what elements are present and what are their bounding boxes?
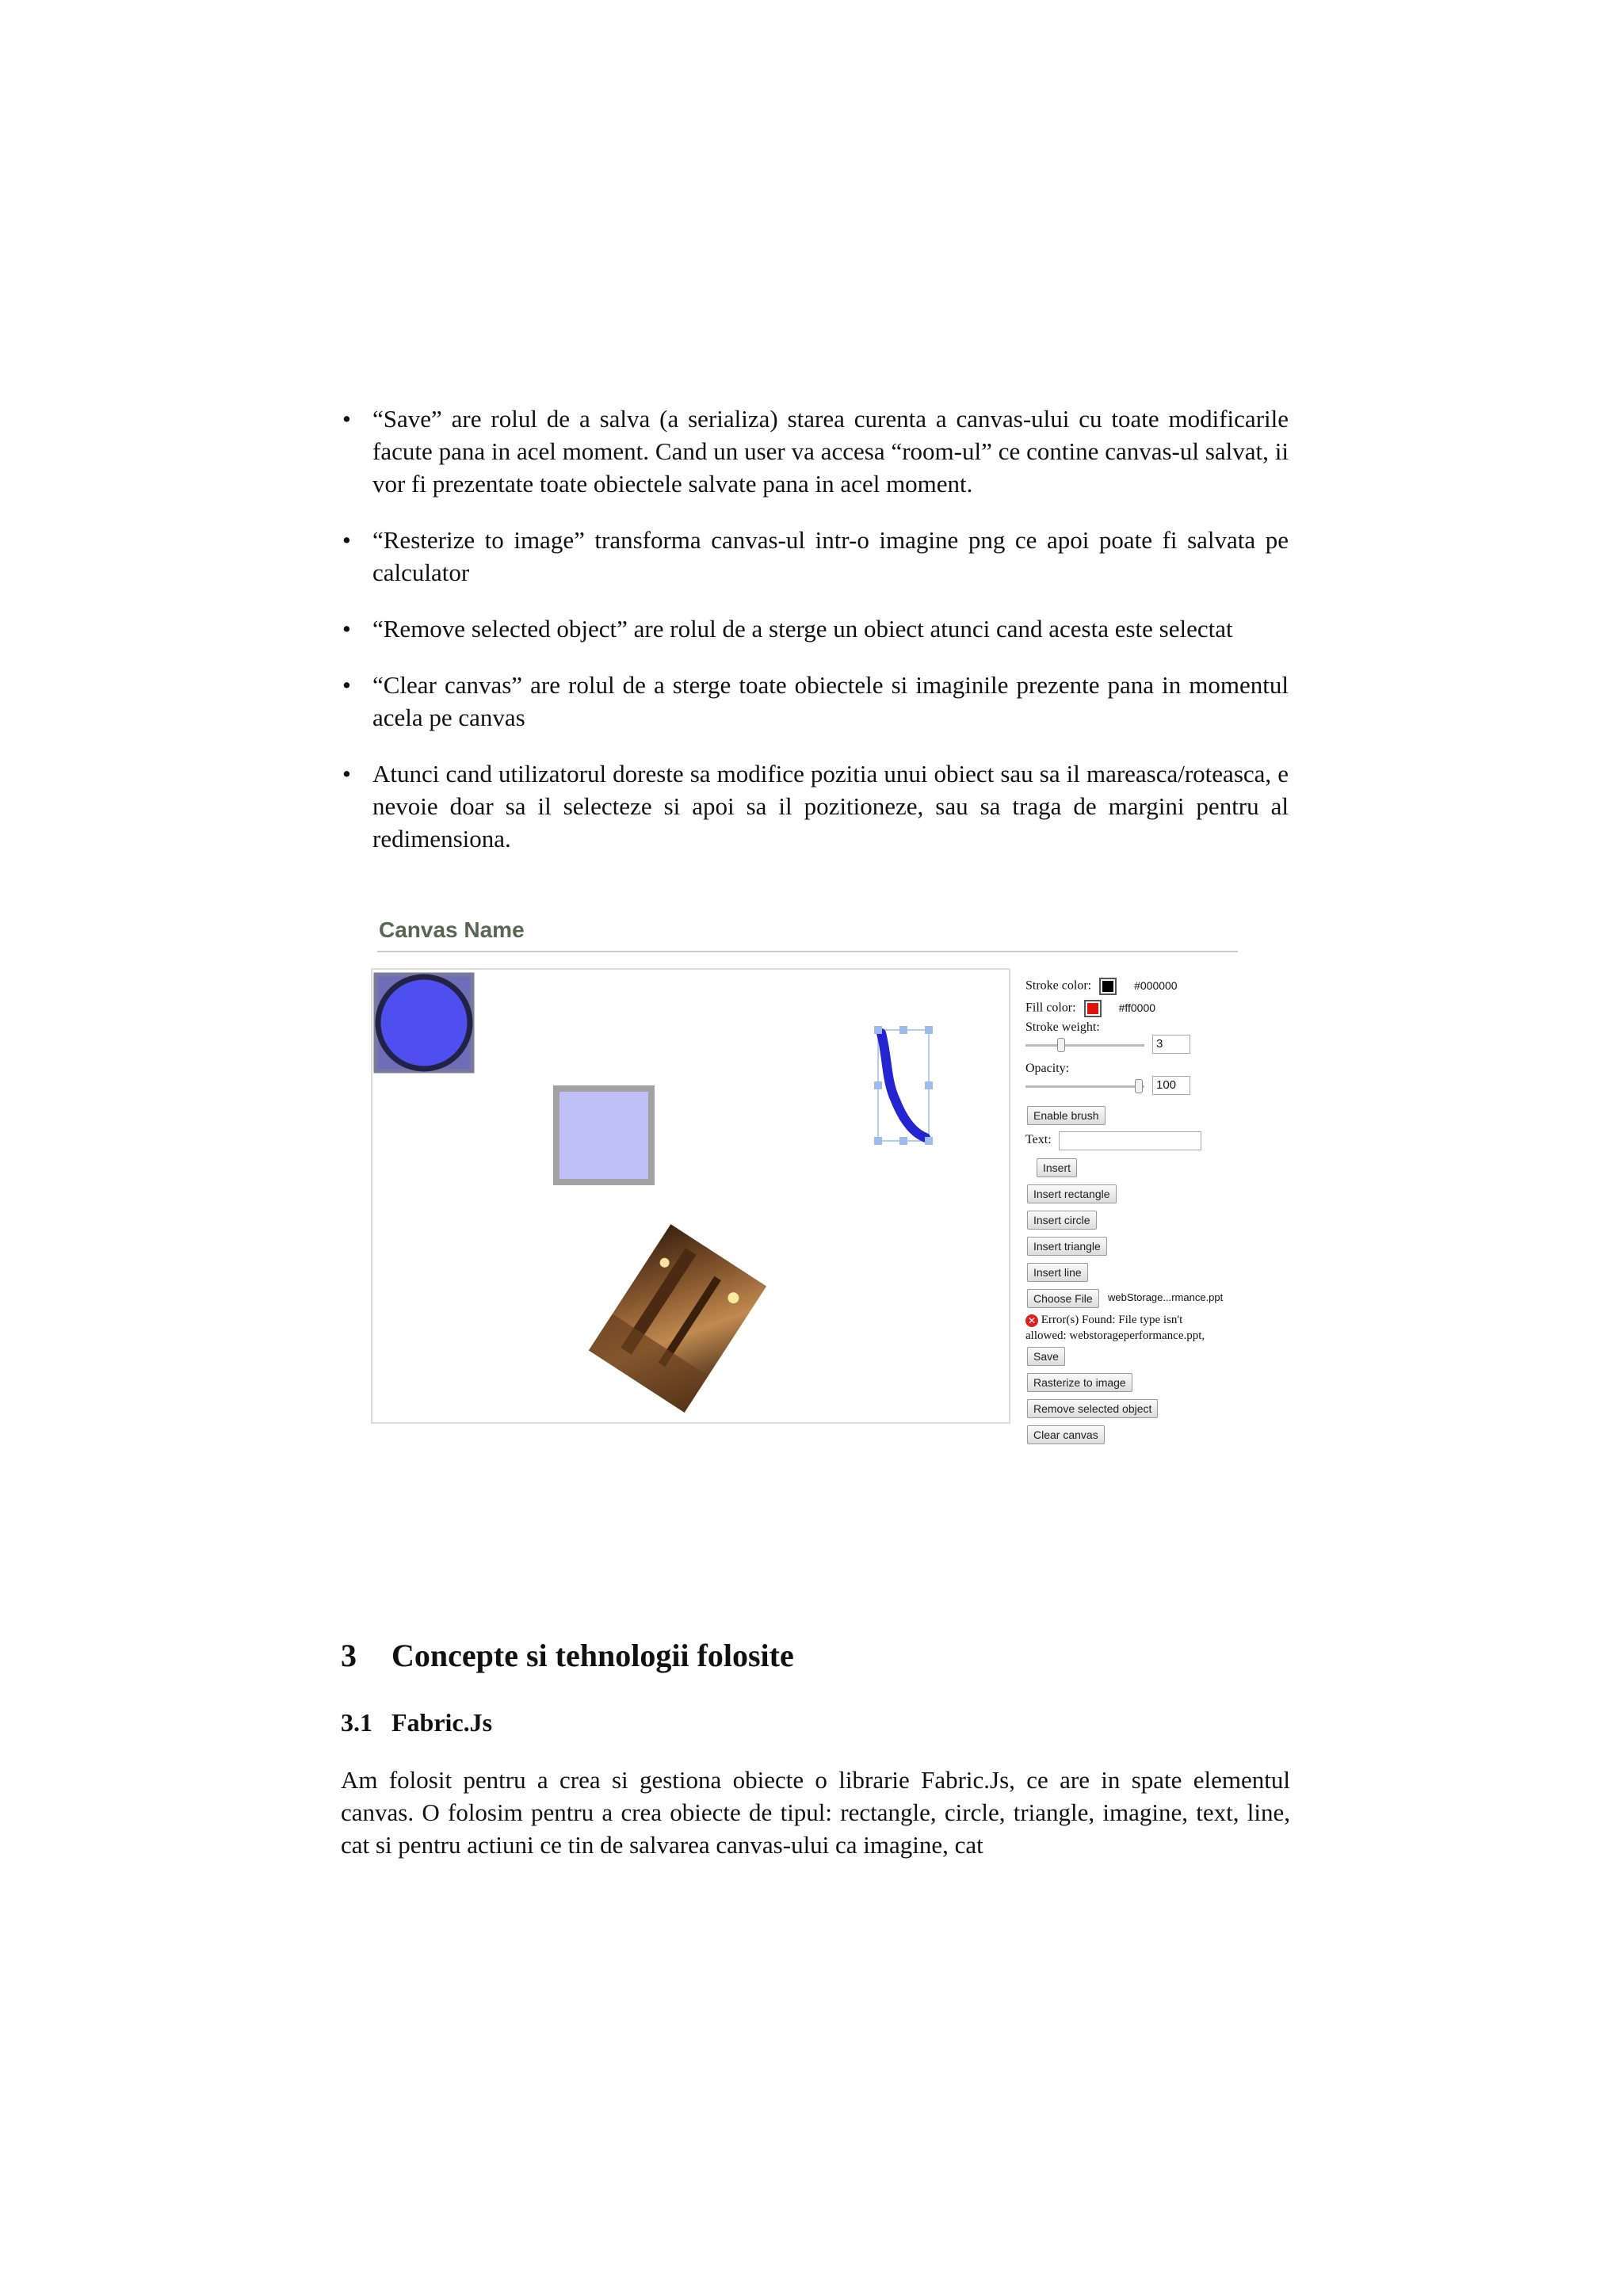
clear-canvas-button[interactable]: Clear canvas bbox=[1027, 1425, 1105, 1444]
bullet-item-clear bbox=[339, 669, 1289, 734]
bullet-item-save bbox=[339, 402, 1289, 500]
opacity-input[interactable]: 100 bbox=[1152, 1076, 1190, 1095]
fill-color-row bbox=[1025, 1000, 1155, 1017]
insert-text-button[interactable]: Insert bbox=[1037, 1158, 1077, 1177]
section-title: Concepte si tehnologii folosite bbox=[391, 1638, 794, 1673]
fill-color-value: #ff0000 bbox=[1118, 1001, 1156, 1014]
enable-brush-button[interactable]: Enable brush bbox=[1027, 1106, 1106, 1125]
subsection-number: 3.1 bbox=[341, 1708, 372, 1737]
bullet-item-transform bbox=[339, 757, 1289, 855]
section-heading bbox=[341, 1637, 794, 1674]
stroke-weight-slider[interactable] bbox=[1025, 1044, 1144, 1047]
bullet-text: “Save” are rolul de a salva (a serializa) starea curenta a canvas-ului cu toate modificarile facute pana in acel moment. Cand un user va accesa “room-ul” ce contine canvas-ul salvat, ii vor fi prezentate toate obiectele salvate pana in acel moment. bbox=[372, 405, 1289, 498]
subsection-heading bbox=[341, 1708, 492, 1737]
opacity-knob[interactable] bbox=[1135, 1079, 1143, 1093]
fill-color-swatch[interactable] bbox=[1084, 1000, 1102, 1017]
stroke-color-label: Stroke color: bbox=[1025, 978, 1092, 993]
bullet-dot: • bbox=[342, 526, 351, 554]
canvas-editor-figure bbox=[371, 911, 1241, 1450]
fill-color-label: Fill color: bbox=[1025, 1001, 1076, 1015]
error-icon: ✕ bbox=[1025, 1314, 1038, 1327]
bullet-dot: • bbox=[342, 760, 351, 788]
brush-stroke-object[interactable] bbox=[874, 1026, 933, 1145]
bullet-dot: • bbox=[342, 671, 351, 699]
stroke-weight-knob[interactable] bbox=[1057, 1038, 1065, 1052]
error-text-2: allowed: webstorageperformance.ppt, bbox=[1025, 1329, 1205, 1342]
bullet-item-rasterize bbox=[339, 524, 1289, 589]
drawing-canvas[interactable] bbox=[371, 968, 1010, 1424]
error-line-1 bbox=[1025, 1314, 1182, 1327]
text-input[interactable] bbox=[1059, 1131, 1201, 1150]
bullet-text: “Clear canvas” are rolul de a sterge toate obiectele si imaginile prezente pana in momentul acela pe canvas bbox=[372, 671, 1289, 731]
bullet-dot: • bbox=[342, 405, 351, 433]
insert-circle-button[interactable]: Insert circle bbox=[1027, 1211, 1097, 1230]
bullet-text: “Resterize to image” transforma canvas-ul intr-o imagine png ce apoi poate fi salvata pe calculator bbox=[372, 526, 1289, 586]
opacity-label: Opacity: bbox=[1025, 1062, 1070, 1075]
circle-object[interactable] bbox=[378, 977, 470, 1069]
opacity-slider[interactable] bbox=[1025, 1085, 1144, 1088]
rectangle-object[interactable] bbox=[556, 1089, 651, 1182]
insert-rectangle-button[interactable]: Insert rectangle bbox=[1027, 1184, 1117, 1203]
canvas-name-title: Canvas Name bbox=[379, 917, 525, 942]
image-object[interactable] bbox=[589, 1224, 766, 1413]
subsection-title: Fabric.Js bbox=[391, 1708, 493, 1737]
choose-file-button[interactable]: Choose File bbox=[1027, 1289, 1099, 1308]
bullet-list bbox=[339, 402, 1289, 879]
text-label: Text: bbox=[1025, 1133, 1052, 1146]
save-button[interactable]: Save bbox=[1027, 1347, 1065, 1366]
remove-selected-button[interactable]: Remove selected object bbox=[1027, 1399, 1158, 1418]
bullet-dot: • bbox=[342, 615, 351, 643]
bullet-item-remove bbox=[339, 612, 1289, 645]
stroke-color-row bbox=[1025, 978, 1178, 995]
stroke-weight-label: Stroke weight: bbox=[1025, 1020, 1100, 1034]
bullet-text: Atunci cand utilizatorul doreste sa modifice pozitia unui obiect sau sa il mareasca/roteasca, e nevoie doar sa il selecteze si apoi sa il pozitioneze, sau sa traga de margini pentru al redimensiona. bbox=[372, 760, 1289, 852]
chosen-file-name: webStorage...rmance.ppt bbox=[1108, 1291, 1224, 1303]
bullet-text: “Remove selected object” are rolul de a sterge un obiect atunci cand acesta este selectat bbox=[372, 615, 1233, 643]
insert-triangle-button[interactable]: Insert triangle bbox=[1027, 1237, 1107, 1256]
stroke-weight-input[interactable]: 3 bbox=[1152, 1035, 1190, 1054]
stroke-color-value: #000000 bbox=[1134, 978, 1178, 992]
insert-line-button[interactable]: Insert line bbox=[1027, 1263, 1088, 1282]
canvas-drawing bbox=[372, 970, 1009, 1422]
section-number: 3 bbox=[341, 1638, 357, 1673]
body-paragraph: Am folosit pentru a crea si gestiona obiecte o librarie Fabric.Js, ce are in spate elementul canvas. O folosim pentru a crea obiecte de tipul: rectangle, circle, triangle, imagine, text, line, cat si pentru actiuni ce tin de salvarea canvas-ului ca imagine, cat bbox=[341, 1766, 1290, 1859]
error-text-1: Error(s) Found: File type isn't bbox=[1041, 1314, 1183, 1326]
stroke-color-swatch[interactable] bbox=[1099, 978, 1117, 995]
title-divider bbox=[377, 951, 1238, 952]
rasterize-button[interactable]: Rasterize to image bbox=[1027, 1373, 1132, 1392]
